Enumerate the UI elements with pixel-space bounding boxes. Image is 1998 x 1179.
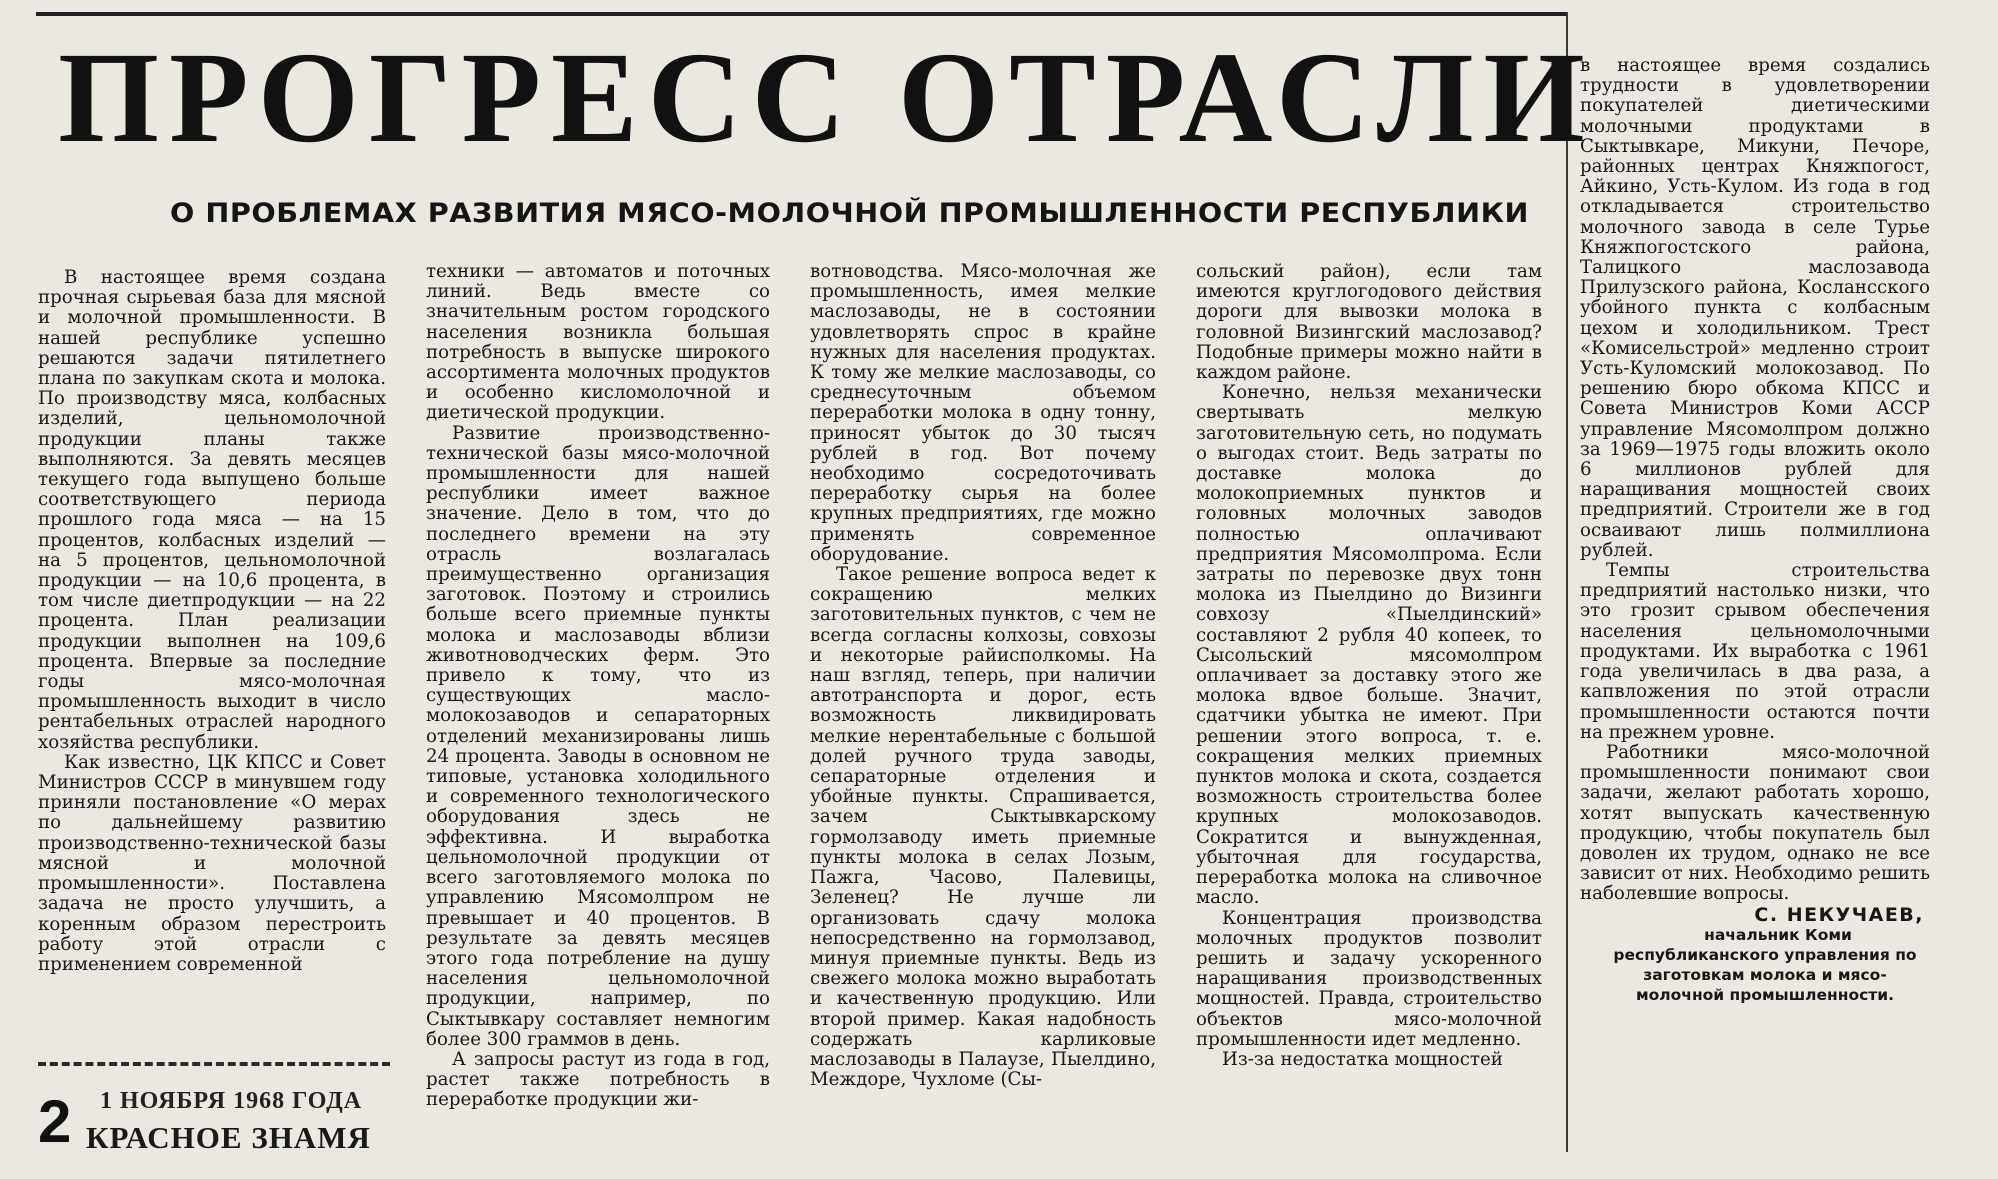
issue-date: 1 НОЯБРЯ 1968 ГОДА bbox=[100, 1088, 363, 1114]
article-column-2 bbox=[426, 262, 770, 1162]
newspaper-name: КРАСНОЕ ЗНАМЯ bbox=[86, 1120, 371, 1155]
headline: ПРОГРЕСС ОТРАСЛИ bbox=[58, 26, 1595, 170]
footer-rule bbox=[38, 1062, 390, 1066]
article-column-5 bbox=[1580, 56, 1930, 1166]
article-column-4 bbox=[1196, 262, 1542, 1162]
paragraph: Работники мясо-молочной промышленности понимают свои задачи, желают работать хорошо, хотят выпускать качественную продукцию, чтобы покупатель был доволен их трудом, однако не все зависит от них. Необходимо решить наболевшие вопросы. bbox=[1580, 741, 1930, 905]
paragraph: Из-за недостатка мощностей bbox=[1222, 1048, 1503, 1070]
author-title: начальник Коми республиканского управления по заготовкам молока и мясо-молочной промышленности. bbox=[1613, 925, 1917, 1004]
page-number: 2 bbox=[38, 1088, 72, 1155]
paragraph: Как известно, ЦК КПСС и Совет Министров СССР в минувшем году приняли постановление «О мерах по дальнейшему развитию производственно-технической базы мясной и молочной промышленности». Поставлена задача не просто улучшить, а коренным образом перестроить работу этой отрасли с применением современной bbox=[38, 751, 386, 975]
paragraph: Развитие производственно-технической базы мясо-молочной промышленности для нашей республики имеет важное значение. Дело в том, что до последнего времени на эту отрасль возлагалась преимущественно организация заготовок. Поэтому и строились больше всего приемные пункты молока и маслозаводы вблизи животноводческих ферм. Это привело к тому, что из существующих масло-молокозаводов и сепараторных отделений механизированы лишь 24 процента. Заводы в основном не типовые, установка холодильного и современного технологического оборудования здесь не эффективна. И выработка цельномолочной продукции от всего заготовляемого молока по управлению Мясомолпром не превышает и 40 процентов. В результате за девять месяцев этого года потребление на душу населения цельномолочной продукции, например, по Сыктывкару составляет немногим более 300 граммов в день. bbox=[426, 422, 770, 1050]
paragraph: сольский район), если там имеются круглогодового действия дороги для вывозки молока в головной Визингский маслозавод? Подобные примеры можно найти в каждом районе. bbox=[1196, 261, 1542, 384]
paragraph: В настоящее время создана прочная сырьевая база для мясной и молочной промышленности. В нашей республике успешно решаются задачи пятилетнего плана по закупкам скота и молока. По производству мяса, колбасных изделий, цельномолочной продукции планы также выполняются. За девять месяцев текущего года выпущено больше соответствующего периода прошлого года мяса — на 15 процентов, колбасных изделий — на 5 процентов, цельномолочной продукции — на 10,6 процента, в том числе диетпродукции — на 22 процента. План реализации продукции выполнен на 109,6 процента. Впервые за последние годы мясо-молочная промышленность выходит в число рентабельных отраслей народного хозяйства республики. bbox=[38, 267, 386, 753]
author-name: С. НЕКУЧАЕВ, bbox=[1754, 903, 1924, 926]
paragraph: Такое решение вопроса ведет к сокращению мелких заготовительных пунктов, с чем не всегда согласны колхозы, совхозы и некоторые райисполкомы. На наш взгляд, теперь, при наличии автотранспорта и дорог, есть возможность ликвидировать мелкие нерентабельные с большой долей ручного труда заводы, сепараторные отделения и убойные пункты. Спрашивается, зачем Сыктывкарскому гормолзаводу иметь приемные пункты молока в селах Лозым, Пажга, Часово, Палевицы, Зеленец? Не лучше ли организовать сдачу молока непосредственно на гормолзавод, минуя приемные пункты. Ведь из свежего молока можно выработать и качественную продукцию. Или второй пример. Какая надобность содержать карликовые маслозаводы в Палаузе, Пыелдино, Междоре, Чухломе (Сы- bbox=[810, 564, 1156, 1091]
paragraph: техники — автоматов и поточных линий. Ведь вместе со значительным ростом городского населения возникла большая потребность в выпуске широкого ассортимента молочных продуктов и особенно кисломолочной и диетической продукции. bbox=[426, 261, 770, 424]
paragraph: А запросы растут из года в год, растет также потребность в переработке продукции жи- bbox=[426, 1048, 770, 1111]
paragraph: вотноводства. Мясо-молочная же промышленность, имея мелкие маслозаводы, не в состоянии удовлетворять спрос в крайне нужных для населения продуктах. К тому же мелкие маслозаводы, со среднесуточным объемом переработки молока в одну тонну, приносят убыток до 30 тысяч рублей в год. Вот почему необходимо сосредоточивать переработку сырья на более крупных предприятиях, где можно применять современное оборудование. bbox=[810, 261, 1156, 565]
paragraph: Темпы строительства предприятий настолько низки, что это грозит срывом обеспечения населения цельномолочными продуктами. Их выработка с 1961 года увеличилась в два раза, а капвложения по этой отрасли промышленности остаются почти на прежнем уровне. bbox=[1580, 560, 1930, 743]
article-column-3 bbox=[810, 262, 1156, 1162]
article-column-1 bbox=[38, 268, 386, 1058]
paragraph: Конечно, нельзя механически свертывать мелкую заготовительную сеть, но подумать о выгодах стоит. Ведь затраты по доставке молока до молокоприемных пунктов и головных молочных заводов полностью оплачивают предприятия Мясомолпрома. Если затраты по перевозке двух тонн молока из Пыелдино до Визинги совхозу «Пыелдинский» составляют 2 рубля 40 копеек, то Сысольский мясомолпром оплачивает за доставку этого же молока вдвое больше. Значит, сдатчики убытка не имеют. При решении этого вопроса, т. е. сокращения мелких приемных пунктов молока и скота, создается возможность строительства более крупных молокозаводов. Сократится и вынужденная, убыточная для государства, переработка молока на сливочное масло. bbox=[1196, 382, 1542, 909]
subheadline: О ПРОБЛЕМАХ РАЗВИТИЯ МЯСО-МОЛОЧНОЙ ПРОМЫШЛЕННОСТИ РЕСПУБЛИКИ bbox=[170, 198, 1530, 229]
paragraph: Концентрация производства молочных продуктов позволит решить и задачу ускоренного наращивания производственных мощностей. Правда, строительство объектов мясо-молочной промышленности идет медленно. bbox=[1196, 907, 1542, 1050]
paragraph: в настоящее время создались трудности в удовлетворении покупателей диетическими молочными продуктами в Сыктывкаре, Микуни, Печоре, районных центрах Княжпогост, Айкино, Усть-Кулом. Из года в год откладывается строительство молочного завода в селе Турье Княжпогостского района, Талицкого маслозавода Прилузского района, Кослансского убойного пункта с колбасным цехом и холодильником. Трест «Комисельстрой» медленно строит Усть-Куломский молокозавод. По решению бюро обкома КПСС и Совета Министров Коми АССР управление Мясомолпром должно за 1969—1975 годы вложить около 6 миллионов рублей для наращивания мощностей своих предприятий. Строители же в год осваивают лишь полмиллиона рублей. bbox=[1580, 55, 1930, 561]
top-rule bbox=[36, 12, 1566, 16]
column-divider-rule bbox=[1566, 12, 1568, 1152]
